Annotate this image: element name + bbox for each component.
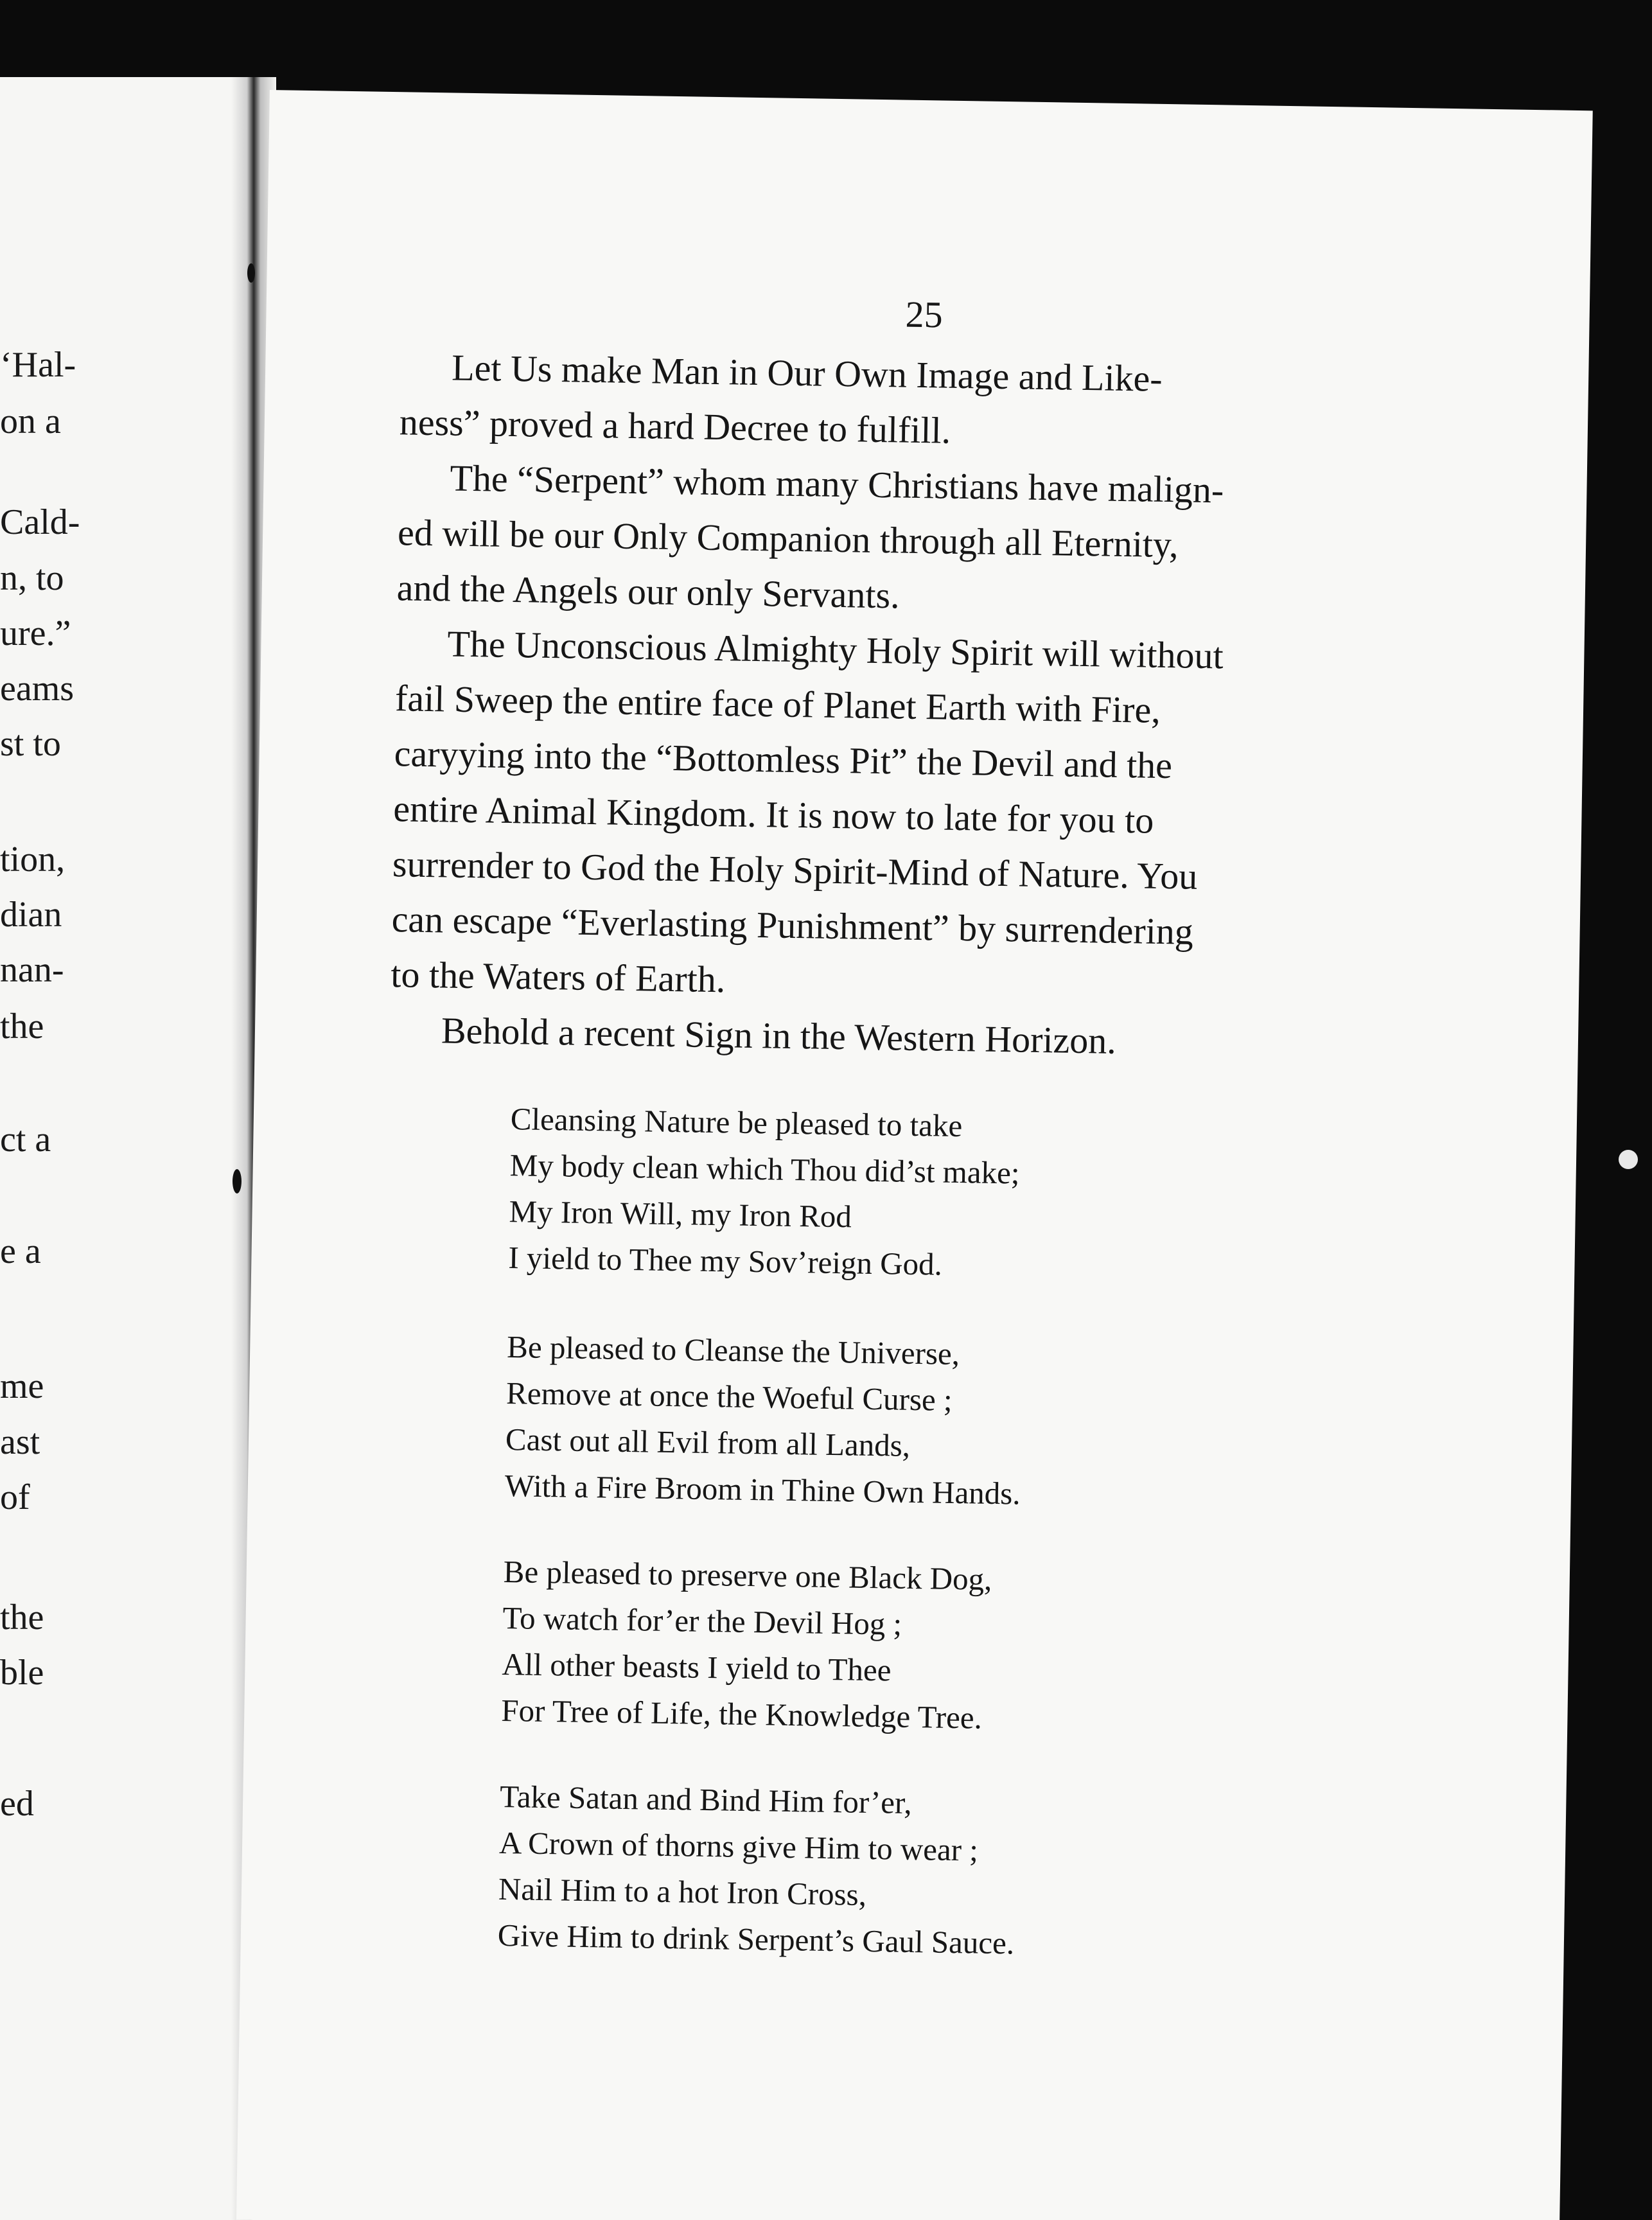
left-page-fragment: e a bbox=[0, 1231, 41, 1271]
left-page-fragment: Cald- bbox=[0, 502, 80, 542]
poem-stanza bbox=[501, 1549, 1210, 1745]
text-line: ness” proved a hard Decree to fulfill. bbox=[399, 401, 951, 452]
left-page-fragment: ‘Hal- bbox=[0, 345, 76, 385]
verse-line: Cast out all Evil from all Lands, bbox=[505, 1422, 911, 1463]
left-page-fragment: ure.” bbox=[0, 613, 71, 653]
verse-line: Take Satan and Bind Him for’er, bbox=[499, 1778, 913, 1821]
text-line: fail Sweep the entire face of Planet Earth with Fire, bbox=[394, 677, 1161, 731]
poem-stanza bbox=[508, 1096, 1217, 1292]
verse-line: All other beasts I yield to Thee bbox=[502, 1646, 892, 1688]
verse-line: Nail Him to a hot Iron Cross, bbox=[498, 1871, 867, 1912]
poem-stanza bbox=[504, 1324, 1213, 1520]
text-line: ed will be our Only Companion through all Eternity, bbox=[397, 511, 1179, 566]
paragraph bbox=[391, 615, 1501, 1019]
text-line: entire Animal Kingdom. It is now to late for you to bbox=[392, 788, 1154, 841]
page-number: 25 bbox=[905, 293, 944, 336]
paragraph bbox=[396, 450, 1504, 633]
verse-line: My body clean which Thou did’st make; bbox=[509, 1147, 1020, 1191]
verse-line: To watch for’er the Devil Hog ; bbox=[502, 1599, 902, 1642]
text-line: to the Waters of Earth. bbox=[390, 953, 726, 1001]
left-page-fragment: ast bbox=[0, 1422, 40, 1462]
left-page-fragment: eams bbox=[0, 669, 75, 709]
left-page-fragment: dian bbox=[0, 895, 62, 935]
verse-line: Be pleased to preserve one Black Dog, bbox=[503, 1554, 992, 1597]
left-page-fragment: ed bbox=[0, 1784, 34, 1824]
right-page bbox=[236, 90, 1593, 2220]
verse-line: With a Fire Broom in Thine Own Hands. bbox=[504, 1468, 1021, 1511]
verse-line: A Crown of thorns give Him to wear ; bbox=[498, 1824, 979, 1868]
left-page-fragment: ble bbox=[0, 1653, 44, 1693]
left-page-fragment: nan- bbox=[0, 950, 64, 990]
text-line: can escape “Everlasting Punishment” by surrendering bbox=[391, 898, 1194, 953]
text-line: Behold a recent Sign in the Western Horizon. bbox=[441, 1009, 1117, 1062]
text-line: The Unconscious Almighty Holy Spirit will without bbox=[446, 622, 1224, 677]
ink-speck bbox=[247, 263, 255, 283]
verse-line: Be pleased to Cleanse the Universe, bbox=[506, 1329, 960, 1372]
verse-line: Remove at once the Woeful Curse ; bbox=[505, 1375, 953, 1418]
left-page-fragment: the bbox=[0, 1598, 44, 1637]
left-page-fragment: ct a bbox=[0, 1120, 51, 1159]
text-line: surrender to God the Holy Spirit-Mind of Nature. You bbox=[392, 843, 1198, 897]
text-line: Let Us make Man in Our Own Image and Like- bbox=[451, 346, 1163, 400]
left-page-fragment: on a bbox=[0, 401, 61, 441]
text-line: and the Angels our only Servants. bbox=[396, 567, 901, 617]
verse-line: Give Him to drink Serpent’s Gaul Sauce. bbox=[497, 1917, 1015, 1961]
left-page-fragment: st to bbox=[0, 724, 61, 764]
left-page-fragment: the bbox=[0, 1007, 44, 1046]
left-page bbox=[0, 77, 260, 2220]
verse-line: Cleansing Nature be pleased to take bbox=[510, 1101, 963, 1144]
prose-block bbox=[389, 339, 1505, 1075]
poem-stanza bbox=[497, 1774, 1206, 1969]
verse-line: For Tree of Life, the Knowledge Tree. bbox=[500, 1692, 983, 1736]
ink-speck bbox=[233, 1169, 242, 1194]
verse-line: My Iron Will, my Iron Rod bbox=[509, 1194, 852, 1235]
dust-mark bbox=[1619, 1150, 1638, 1169]
text-line: The “Serpent” whom many Christians have malign- bbox=[450, 457, 1224, 511]
left-page-fragment: tion, bbox=[0, 840, 66, 879]
verse-line: I yield to Thee my Sov’reign God. bbox=[508, 1240, 943, 1282]
left-page-fragment: of bbox=[0, 1477, 30, 1517]
left-page-fragment: me bbox=[0, 1366, 44, 1406]
left-page-fragment: n, to bbox=[0, 558, 64, 598]
text-line: caryying into the “Bottomless Pit” the Devil and the bbox=[394, 732, 1173, 787]
paragraph bbox=[399, 339, 1505, 467]
